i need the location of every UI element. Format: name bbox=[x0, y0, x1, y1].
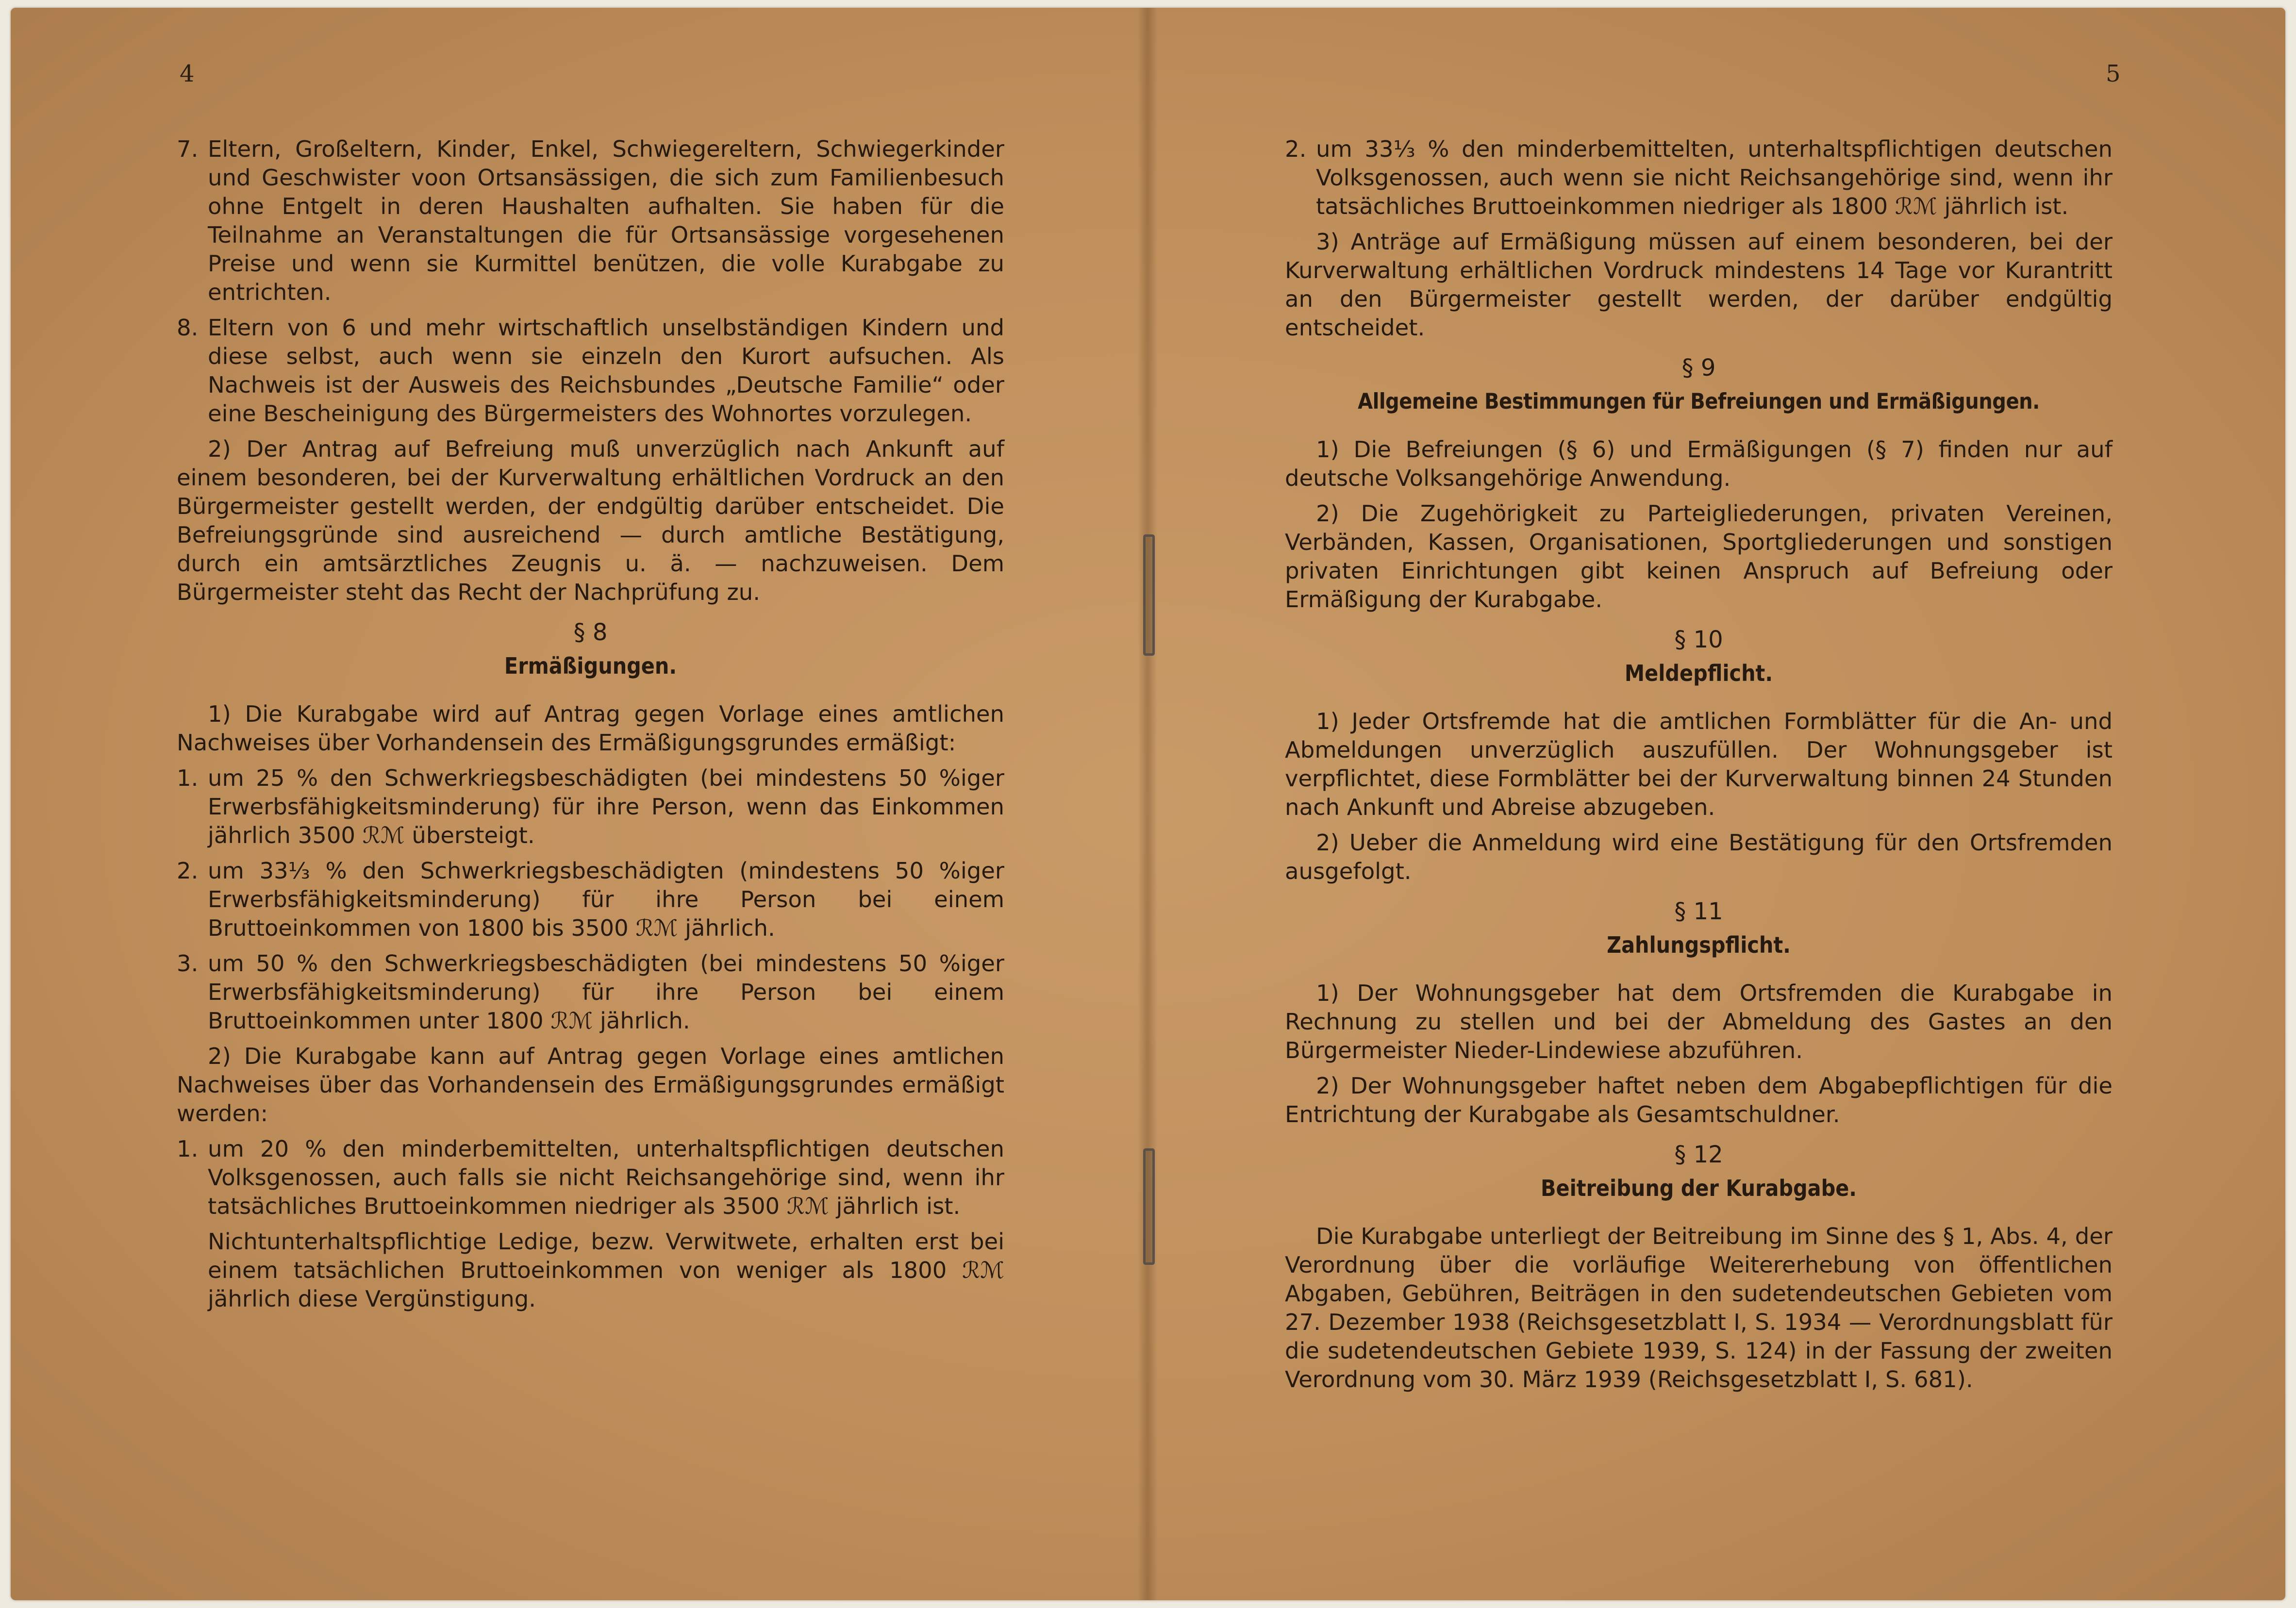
paragraph: 2) Ueber die Anmeldung wird eine Bestätigung für den Ortsfremden ausgefolgt. bbox=[1285, 829, 2113, 884]
item-text: Eltern, Großeltern, Kinder, Enkel, Schwiegereltern, Schwiegerkinder und Geschwister voon Ortsansässigen, die sich zum Familienbesuch ohne Entgelt in deren Haushalten aufhalten. Sie haben für die Teilnahme an Veranstaltungen die für Ortsansässige vorgesehenen Preise und wenn sie Kurmittel benützen, die volle Kurabgabe zu entrichten. bbox=[208, 136, 1004, 305]
right-page-number: 5 bbox=[2106, 60, 2121, 87]
item-number: 7. bbox=[177, 136, 199, 162]
section-heading: Allgemeine Bestimmungen für Befreiungen und Ermäßigungen. bbox=[1358, 389, 2040, 414]
item-number: 2. bbox=[177, 858, 199, 884]
continuation-paragraph: Nichtunterhaltspflichtige Ledige, bezw. Verwitwete, erhalten erst bei einem tatsächlichen Bruttoeinkommen von weniger als 1800 ℛℳ jährlich diese Vergünstigung. bbox=[208, 1228, 1004, 1312]
upper-staple bbox=[1143, 534, 1155, 656]
center-fold bbox=[1138, 8, 1157, 1600]
item-text: um 50 % den Schwerkriegsbeschädigten (bei mindestens 50 %iger Erwerbsfähigkeitsminderung) für ihre Person bei einem Bruttoeinkommen unter 1800 ℛℳ jährlich. bbox=[208, 950, 1004, 1034]
numbered-item bbox=[177, 949, 1004, 1035]
numbered-item bbox=[177, 135, 1004, 307]
paragraph: 2) Die Zugehörigkeit zu Parteigliederungen, privaten Vereinen, Verbänden, Kassen, Organisationen, Sportgliederungen und sonstigen privaten Einrichtungen gibt keinen Anspruch auf Befreiung oder Ermäßigung der Kurabgabe. bbox=[1285, 500, 2113, 613]
section-number: § 12 bbox=[1674, 1141, 1723, 1168]
section-number: § 9 bbox=[1681, 354, 1716, 381]
numbered-item bbox=[177, 1135, 1004, 1221]
item-number: 1. bbox=[177, 765, 199, 791]
item-text: um 20 % den minderbemittelten, unterhaltspflichtigen deutschen Volksgenossen, auch falls sie nicht Reichsangehörige sind, wenn ihr tatsächliches Bruttoeinkommen niedriger als 3500 ℛℳ jährlich ist. bbox=[208, 1136, 1004, 1219]
paragraph: 2) Die Kurabgabe kann auf Antrag gegen Vorlage eines amtlichen Nachweises über das Vorhandensein des Ermäßigungsgrundes ermäßigt werden: bbox=[177, 1043, 1004, 1127]
section-number: § 8 bbox=[573, 619, 608, 646]
paragraph: 1) Jeder Ortsfremde hat die amtlichen Formblätter für die An- und Abmeldungen unverzüglich auszufüllen. Der Wohnungsgeber ist verpflichtet, diese Formblätter bei der Kurverwaltung binnen 24 Stunden nach Ankunft und Abreise abzugeben. bbox=[1285, 708, 2113, 820]
left-page-text bbox=[177, 135, 1004, 1320]
paragraph: 1) Der Wohnungsgeber hat dem Ortsfremden die Kurabgabe in Rechnung zu stellen und bei der Abmeldung des Gastes an den Bürgermeister Nieder-Lindewiese abzuführen. bbox=[1285, 980, 2113, 1063]
paragraph: Die Kurabgabe unterliegt der Beitreibung im Sinne des § 1, Abs. 4, der Verordnung über die vorläufige Weitererhebung von öffentlichen Abgaben, Gebühren, Beiträgen in den sudetendeutschen Gebieten vom 27. Dezember 1938 (Reichsgesetzblatt I, S. 1934 — Verordnungsblatt für die sudetendeutschen Gebiete 1939, S. 124) in der Fassung der zweiten Verordnung vom 30. März 1939 (Reichsgesetzblatt I, S. 681). bbox=[1285, 1223, 2113, 1392]
item-text: um 33⅓ % den minderbemittelten, unterhaltspflichtigen deutschen Volksgenossen, auch wenn sie nicht Reichsangehörige sind, wenn ihr tatsächliches Bruttoeinkommen niedriger als 1800 ℛℳ jährlich ist. bbox=[1316, 136, 2113, 219]
paragraph: 2) Der Wohnungsgeber haftet neben dem Abgabepflichtigen für die Entrichtung der Kurabgabe als Gesamtschuldner. bbox=[1285, 1073, 2113, 1127]
item-number: 2. bbox=[1285, 136, 1307, 162]
paragraph: 2) Der Antrag auf Befreiung muß unverzüglich nach Ankunft auf einem besonderen, bei der Kurverwaltung erhältlichen Vordruck an den Bürgermeister gestellt werden, der endgültig darüber entscheidet. Die Befreiungsgründe sind ausreichend — durch amtliche Bestätigung, durch ein amtsärztliches Zeugnis u. ä. — nachzuweisen. Dem Bürgermeister steht das Recht der Nachprüfung zu. bbox=[177, 436, 1004, 605]
paragraph: 1) Die Befreiungen (§ 6) und Ermäßigungen (§ 7) finden nur auf deutsche Volksangehörige Anwendung. bbox=[1285, 436, 2113, 491]
paragraph: 1) Die Kurabgabe wird auf Antrag gegen Vorlage eines amtlichen Nachweises über Vorhandensein des Ermäßigungsgrundes ermäßigt: bbox=[177, 701, 1004, 756]
item-text: um 25 % den Schwerkriegsbeschädigten (bei mindestens 50 %iger Erwerbsfähigkeitsminderung) für ihre Person, wenn das Einkommen jährlich 3500 ℛℳ übersteigt. bbox=[208, 765, 1004, 848]
numbered-item bbox=[177, 314, 1004, 428]
section-heading: Ermäßigungen. bbox=[504, 653, 677, 679]
section-number: § 11 bbox=[1674, 898, 1723, 925]
booklet-spread bbox=[11, 8, 2285, 1600]
left-page-number: 4 bbox=[180, 60, 195, 87]
section-heading: Meldepflicht. bbox=[1624, 660, 1773, 686]
numbered-item bbox=[1285, 135, 2113, 221]
item-number: 1. bbox=[177, 1136, 199, 1162]
item-number: 3. bbox=[177, 950, 199, 977]
numbered-item bbox=[177, 764, 1004, 850]
section-heading: Beitreibung der Kurabgabe. bbox=[1540, 1175, 1857, 1201]
item-text: um 33⅓ % den Schwerkriegsbeschädigten (mindestens 50 %iger Erwerbsfähigkeitsminderung) für ihre Person bei einem Bruttoeinkommen von 1800 bis 3500 ℛℳ jährlich. bbox=[208, 858, 1004, 941]
paragraph: 3) Anträge auf Ermäßigung müssen auf einem besonderen, bei der Kurverwaltung erhältlichen Vordruck mindestens 14 Tage vor Kurantritt an den Bürgermeister gestellt werden, der darüber endgültig entscheidet. bbox=[1285, 229, 2113, 341]
numbered-item bbox=[177, 857, 1004, 943]
section-number: § 10 bbox=[1674, 626, 1723, 653]
section-heading: Zahlungspflicht. bbox=[1607, 932, 1791, 958]
item-number: 8. bbox=[177, 315, 199, 341]
lower-staple bbox=[1143, 1148, 1155, 1265]
item-text: Eltern von 6 und mehr wirtschaftlich unselbständigen Kindern und diese selbst, auch wenn sie einzeln den Kurort aufsuchen. Als Nachweis ist der Ausweis des Reichsbundes „Deutsche Familie“ oder eine Bescheinigung des Bürgermeisters des Wohnortes vorzulegen. bbox=[208, 315, 1004, 427]
right-page-text bbox=[1285, 135, 2113, 1401]
